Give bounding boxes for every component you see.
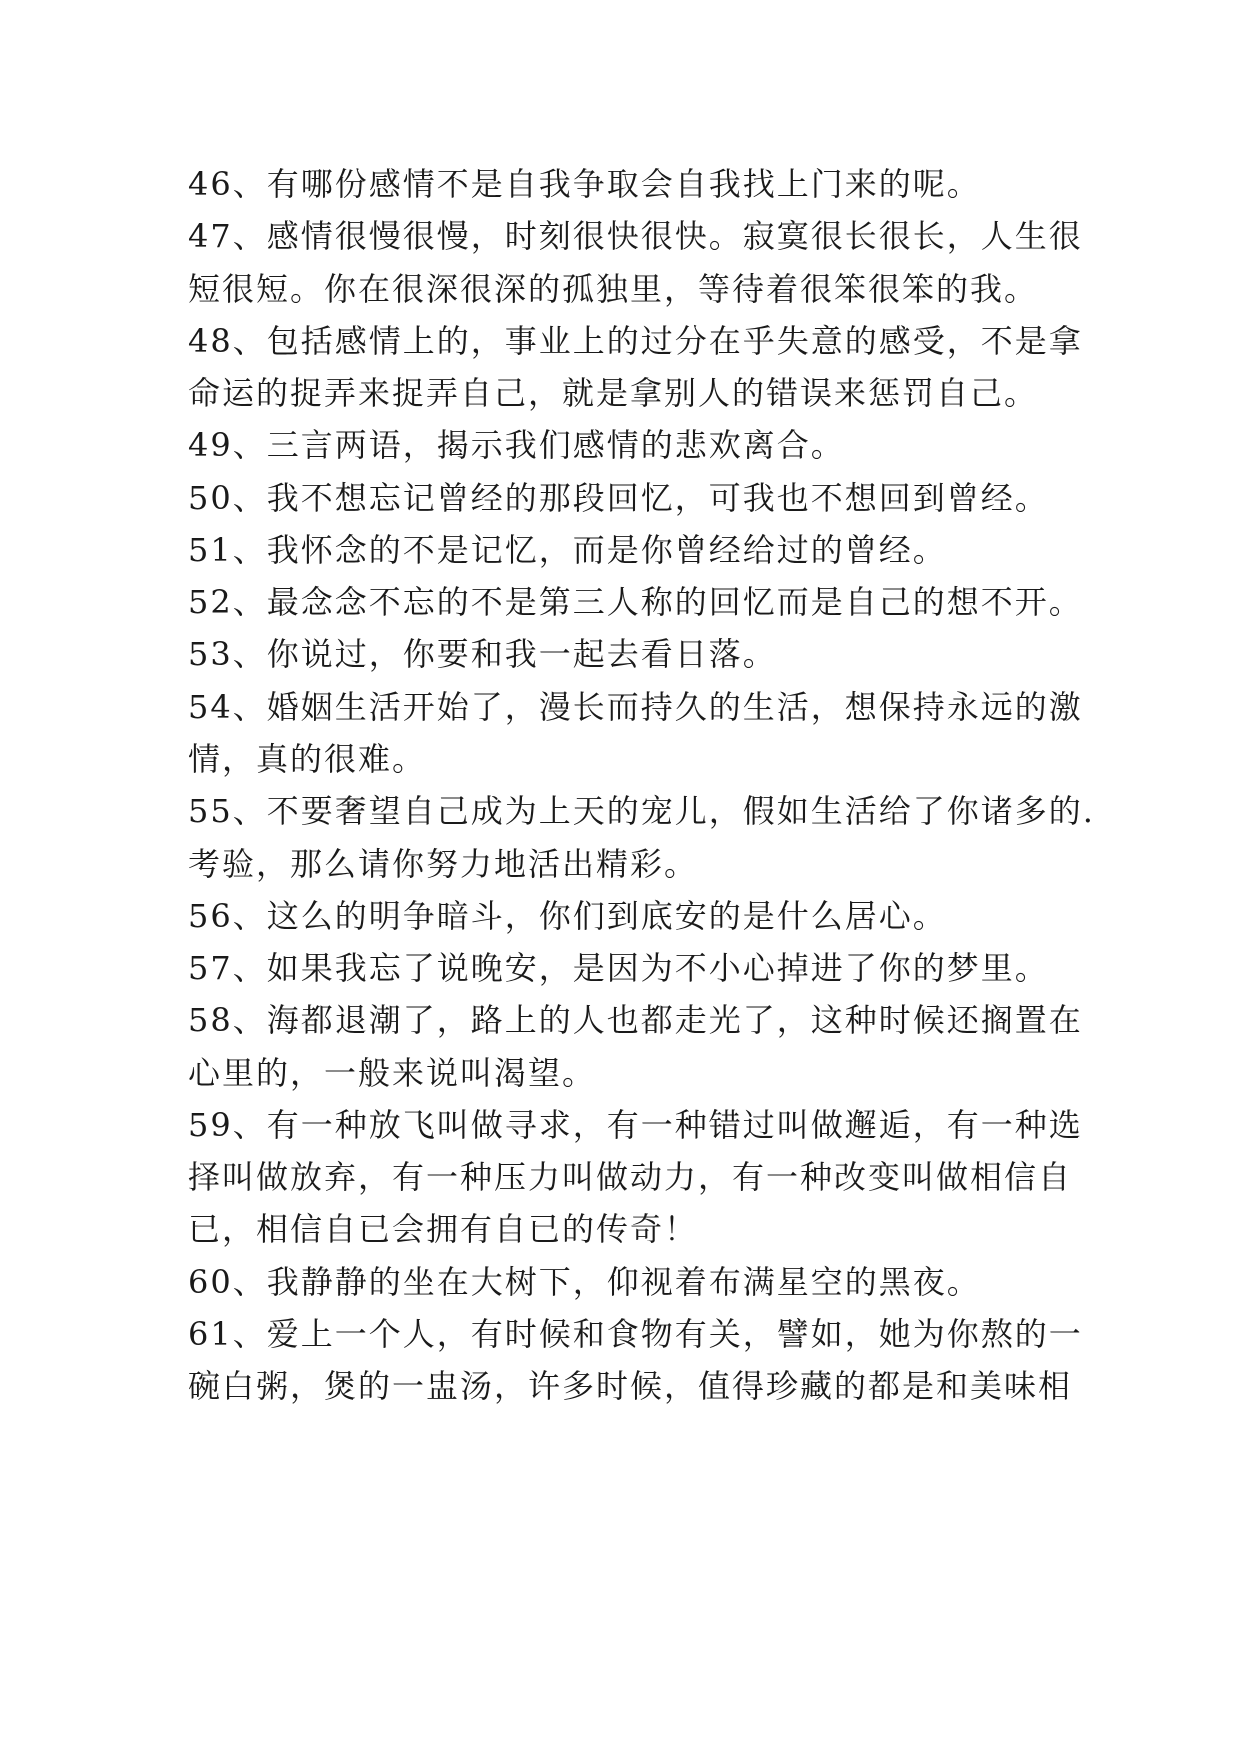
text-line: 46、有哪份感情不是自我争取会自我找上门来的呢。 <box>188 165 981 203</box>
text-line: 短很短。你在很深很深的孤独里，等待着很笨很笨的我。 <box>188 270 1039 308</box>
text-line: 58、海都退潮了，路上的人也都走光了，这种时候还搁置在 <box>188 1001 1083 1039</box>
text-line: 碗白粥，煲的一盅汤，许多时候，值得珍藏的都是和美味相 <box>188 1367 1073 1405</box>
text-line: 50、我不想忘记曾经的那段回忆，可我也不想回到曾经。 <box>188 479 1049 517</box>
text-line: 47、感情很慢很慢，时刻很快很快。寂寞很长很长，人生很 <box>188 217 1083 255</box>
text-line: 52、最念念不忘的不是第三人称的回忆而是自己的想不开。 <box>188 583 1083 621</box>
text-line: 51、我怀念的不是记忆，而是你曾经给过的曾经。 <box>188 531 947 569</box>
text-line: 考验，那么请你努力地活出精彩。 <box>188 845 699 883</box>
text-line: 已，相信自已会拥有自已的传奇！ <box>188 1210 699 1248</box>
text-line: 60、我静静的坐在大树下，仰视着布满星空的黑夜。 <box>188 1263 981 1301</box>
text-line: 54、婚姻生活开始了，漫长而持久的生活，想保持永远的激 <box>188 688 1083 726</box>
text-line: 择叫做放弃，有一种压力叫做动力，有一种改变叫做相信自 <box>188 1158 1073 1196</box>
text-line: 心里的，一般来说叫渴望。 <box>188 1054 597 1092</box>
text-line: 48、包括感情上的，事业上的过分在乎失意的感受，不是拿 <box>188 322 1083 360</box>
text-line: 59、有一种放飞叫做寻求，有一种错过叫做邂逅，有一种选 <box>188 1106 1083 1144</box>
text-line: 情，真的很难。 <box>188 740 427 778</box>
text-line: 命运的捉弄来捉弄自己，就是拿别人的错误来惩罚自己。 <box>188 374 1039 412</box>
text-line: 53、你说过，你要和我一起去看日落。 <box>188 635 777 673</box>
text-line: 56、这么的明争暗斗，你们到底安的是什么居心。 <box>188 897 947 935</box>
text-line: 57、如果我忘了说晚安，是因为不小心掉进了你的梦里。 <box>188 949 1049 987</box>
text-line: 55、不要奢望自己成为上天的宠儿，假如生活给了你诸多的. <box>188 792 1095 830</box>
text-line: 49、三言两语，揭示我们感情的悲欢离合。 <box>188 426 845 464</box>
text-line: 61、爱上一个人，有时候和食物有关，譬如，她为你熬的一 <box>188 1315 1083 1353</box>
